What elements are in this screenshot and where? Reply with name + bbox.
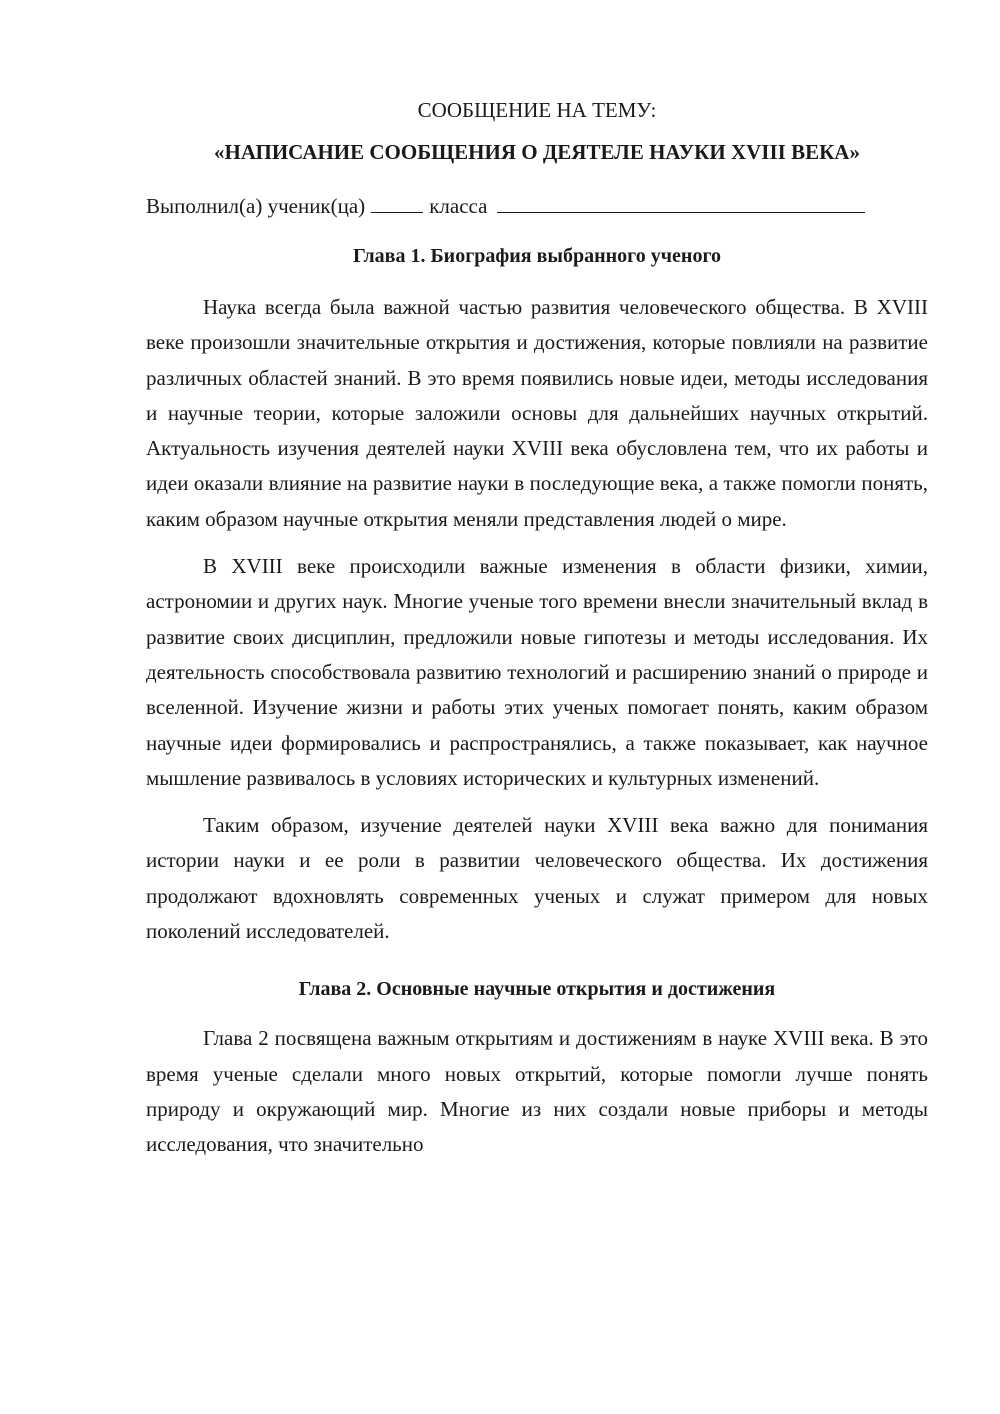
- performed-by-label: Выполнил(а) ученик(ца): [146, 194, 366, 218]
- chapter-1-paragraph-1: Наука всегда была важной частью развития человеческого общества. В XVIII веке произошли значительные открытия и достижения, которые повлияли на развитие различных областей знаний. В это время появились новые идеи, методы исследования и научные теории, которые заложили основы для дальнейших научных открытий. Актуальность изучения деятелей науки XVIII века обусловлена тем, что их работы и идеи оказали влияние на развитие науки в последующие века, а также помогли понять, каким образом научные открытия меняли представления людей о мире.: [146, 295, 928, 531]
- class-blank-line: [497, 192, 865, 213]
- document-body: [146, 92, 928, 1163]
- chapter-2-heading: Глава 2. Основные научные открытия и достижения: [298, 978, 776, 1001]
- chapter-2-paragraph-1: Глава 2 посвящена важным открытиям и достижениям в науке XVIII века. В это время ученые сделали много новых открытий, которые помогли лучше понять природу и окружающий мир. Многие из них создали новые приборы и методы исследования, что значительно: [146, 1026, 928, 1157]
- author-byline: [146, 188, 928, 224]
- grade-blank-line: [371, 192, 423, 213]
- document-title-line2: «НАПИСАНИЕ СООБЩЕНИЯ О ДЕЯТЕЛЕ НАУКИ XVIII ВЕКА»: [214, 140, 860, 164]
- chapter-1-paragraph-3: Таким образом, изучение деятелей науки XVIII века важно для понимания истории науки и ее роли в развитии человеческого общества. Их достижения продолжают вдохновлять современных ученых и служат примером для новых поколений исследователей.: [146, 813, 928, 944]
- document-title-line1: СООБЩЕНИЕ НА ТЕМУ:: [417, 98, 657, 122]
- chapter-1-paragraph-2: В XVIII веке происходили важные изменения в области физики, химии, астрономии и других наук. Многие ученые того времени внесли значительный вклад в развитие своих дисциплин, предложили новые гипотезы и методы исследования. Их деятельность способствовала развитию технологий и расширению знаний о природе и вселенной. Изучение жизни и работы этих ученых помогает понять, каким образом научные идеи формировались и распространялись, а также показывает, как научное мышление развивалось в условиях исторических и культурных изменений.: [146, 554, 928, 790]
- chapter-1-heading: Глава 1. Биография выбранного ученого: [352, 245, 722, 267]
- class-label: класса: [429, 194, 488, 218]
